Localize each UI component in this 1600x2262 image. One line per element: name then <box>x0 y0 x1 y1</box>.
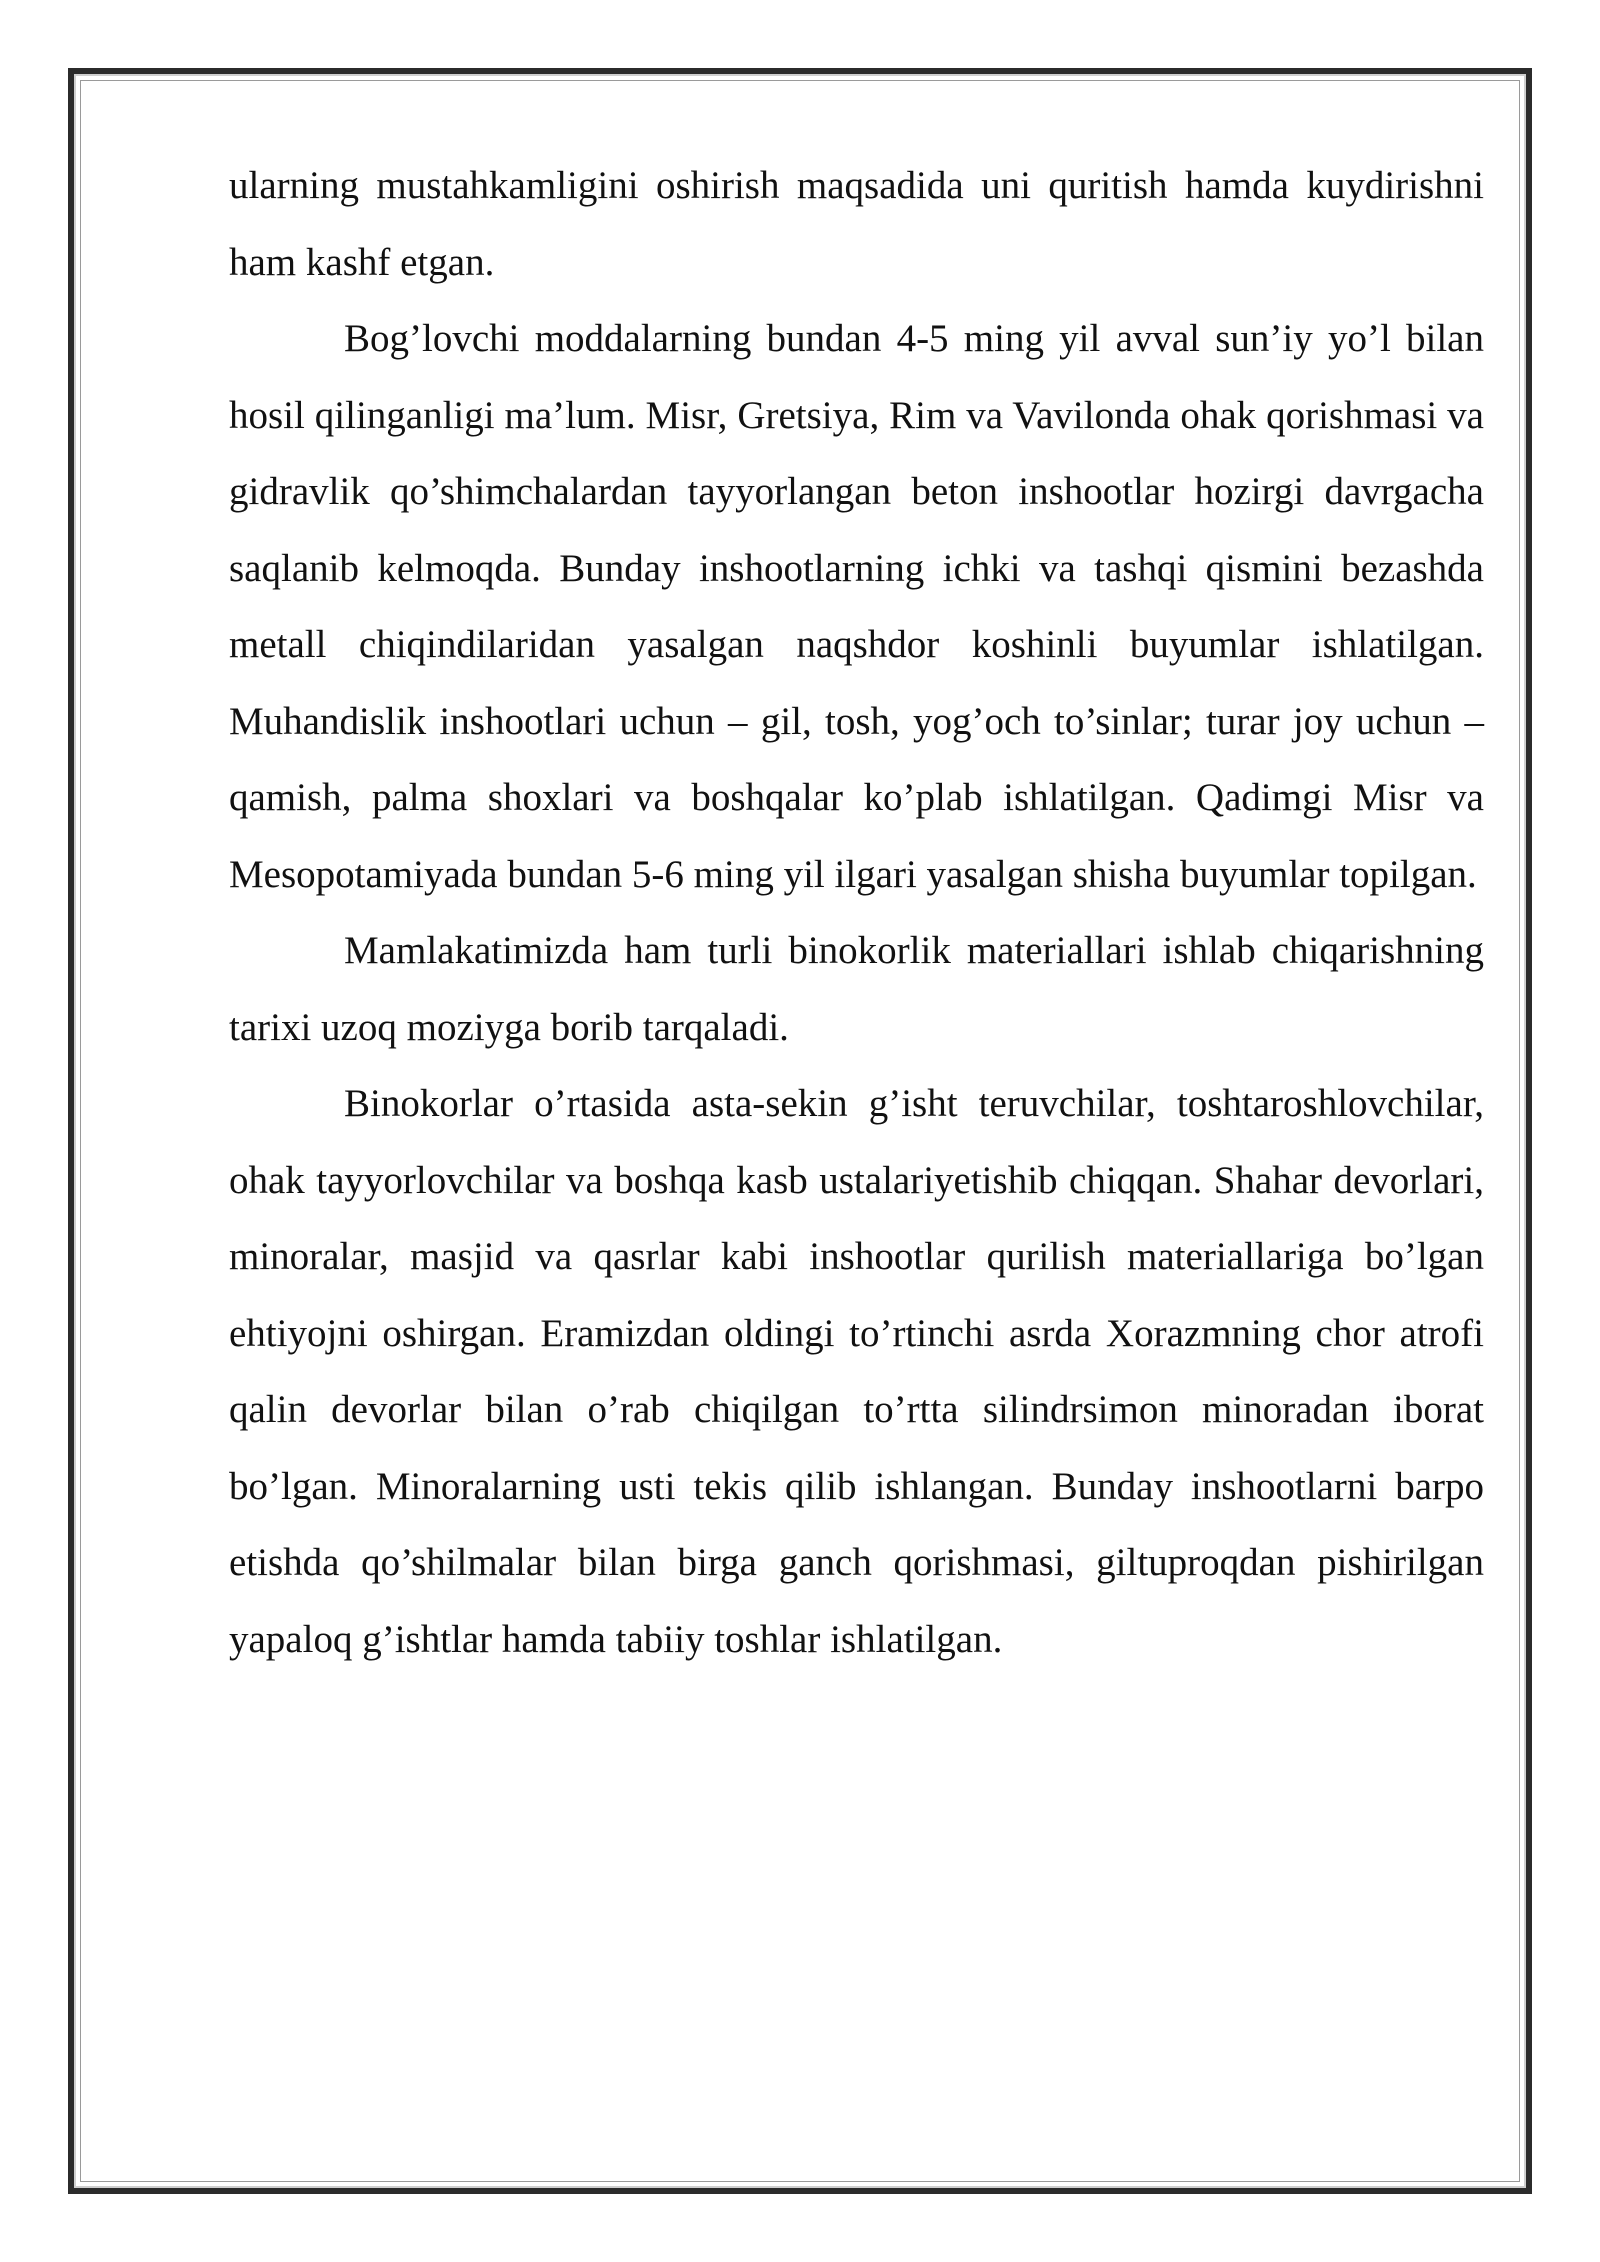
document-body <box>229 148 1484 1678</box>
paragraph-craftsmen: Binokorlar o’rtasida asta-sekin g’isht teruvchilar, toshtaroshlovchilar, ohak tayyorlovchilar va boshqa kasb ustalariyetishib chiqqan. Shahar devorlari, minoralar, masjid va qasrlar kabi inshootlar qurilish materiallariga bo’lgan ehtiyojni oshirgan. Eramizdan oldingi to’rtinchi asrda Xorazmning chor atrofi qalin devorlar bilan o’rab chiqilgan to’rtta silindrsimon minoradan iborat bo’lgan. Minoralarning usti tekis qilib ishlangan. Bunday inshootlarni barpo etishda qo’shilmalar bilan birga ganch qorishmasi, giltuproqdan pishirilgan yapaloq g’ishtlar hamda tabiiy toshlar ishlatilgan. <box>229 1082 1484 1661</box>
paragraph-continuation: ularning mustahkamligini oshirish maqsadida uni quritish hamda kuydirishni ham kashf etgan. <box>229 164 1484 284</box>
paragraph-binders-history: Bog’lovchi moddalarning bundan 4-5 ming yil avval sun’iy yo’l bilan hosil qilinganligi ma’lum. Misr, Gretsiya, Rim va Vavilonda ohak qorishmasi va gidravlik qo’shimchalardan tayyorlangan beton inshootlar hozirgi davrgacha saqlanib kelmoqda. Bunday inshootlarning ichki va tashqi qismini bezashda metall chiqindilaridan yasalgan naqshdor koshinli buyumlar ishlatilgan. Muhandislik inshootlari uchun – gil, tosh, yog’och to’sinlar; turar joy uchun – qamish, palma shoxlari va boshqalar ko’plab ishlatilgan. Qadimgi Misr va Mesopotamiyada bundan 5-6 ming yil ilgari yasalgan shisha buyumlar topilgan. <box>229 317 1484 896</box>
paragraph-national-history: Mamlakatimizda ham turli binokorlik materiallari ishlab chiqarishning tarixi uzoq moziyga borib tarqaladi. <box>229 929 1484 1049</box>
